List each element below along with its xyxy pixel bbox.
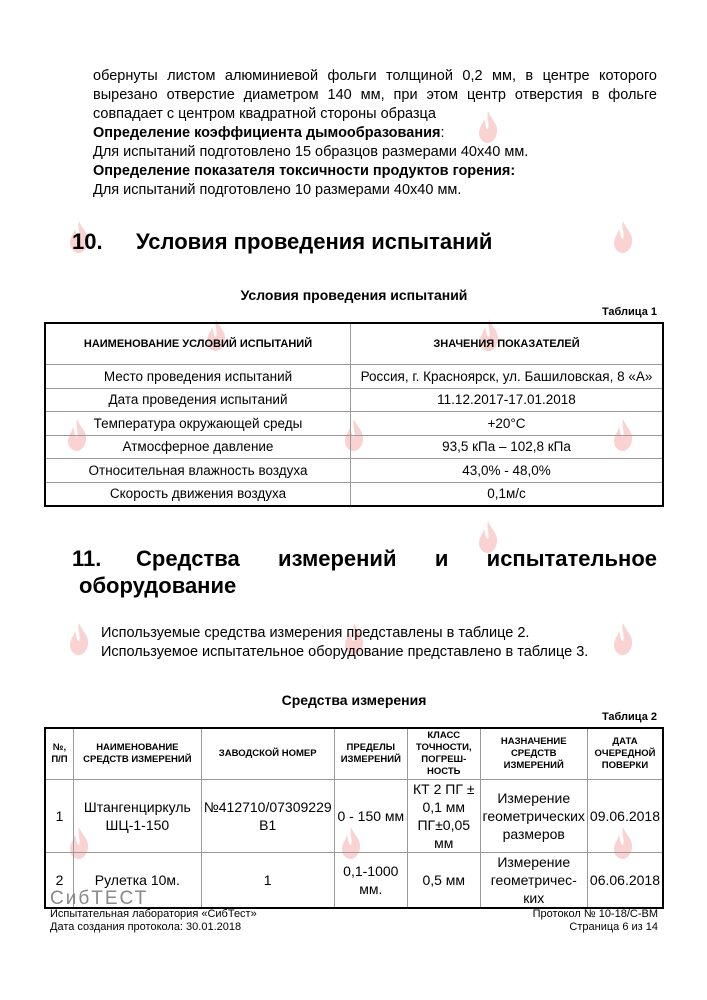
condition-value: +20°С bbox=[351, 412, 664, 436]
condition-name: Атмосферное давление bbox=[45, 435, 351, 459]
table-2-caption: Средства измерения bbox=[281, 692, 427, 708]
section-11-number: 11. bbox=[72, 546, 102, 571]
column-header: ЗАВОДСКОЙ НОМЕР bbox=[201, 728, 334, 780]
cell-name: Рулетка 10м. bbox=[73, 853, 201, 909]
protocol-number: Протокол № 10-18/С-ВМ bbox=[532, 908, 658, 920]
cell-number: 2 bbox=[45, 853, 73, 909]
cell-purpose: Измерение геометричес-ких bbox=[480, 853, 587, 909]
table-row bbox=[45, 412, 663, 436]
table-row bbox=[45, 780, 663, 853]
cell-date: 06.06.2018 bbox=[587, 853, 663, 909]
lab-name: Испытательная лаборатория «СибТест» bbox=[50, 908, 257, 920]
cell-accuracy: 0,5 мм bbox=[407, 853, 480, 909]
title-word: испытательное bbox=[486, 546, 657, 571]
condition-name: Скорость движения воздуха bbox=[45, 482, 351, 506]
column-header: НАИМЕНОВАНИЕ СРЕДСТВ ИЗМЕРЕНИЙ bbox=[73, 728, 201, 780]
column-header: №, П/П bbox=[45, 728, 73, 780]
table-row bbox=[45, 435, 663, 459]
cell-range: 0 - 150 мм bbox=[334, 780, 407, 853]
conditions-table bbox=[44, 322, 664, 507]
condition-value: 93,5 кПа – 102,8 кПа bbox=[351, 435, 664, 459]
column-header: НАИМЕНОВАНИЕ УСЛОВИЙ ИСПЫТАНИЙ bbox=[45, 323, 351, 365]
sibtest-logo: СибТЕСТ bbox=[50, 888, 149, 909]
smoke-heading: Определение коэффициента дымообразования bbox=[93, 125, 441, 141]
table-row bbox=[45, 388, 663, 412]
intro-section bbox=[93, 67, 657, 200]
column-header: НАЗНАЧЕНИЕ СРЕДСТВ ИЗМЕРЕНИЙ bbox=[480, 728, 587, 780]
toxicity-text: Для испытаний подготовлено 10 размерами 40х40 мм. bbox=[93, 182, 462, 198]
colon: : bbox=[440, 125, 445, 141]
table-row bbox=[45, 459, 663, 483]
cell-serial: 1 bbox=[201, 853, 334, 909]
section-10-number: 10. bbox=[72, 229, 103, 254]
condition-value: 0,1м/с bbox=[351, 482, 664, 506]
section-11-text bbox=[101, 624, 588, 662]
flame-watermark-icon bbox=[612, 622, 634, 656]
paragraph-line: Используемые средства измерения представлены в таблице 2. bbox=[101, 625, 530, 641]
protocol-date: Дата создания протокола: 30.01.2018 bbox=[50, 921, 242, 933]
paragraph-line: обернуты листом алюминиевой фольги толщиной 0,2 мм, в центре которого bbox=[93, 68, 657, 84]
cell-date: 09.06.2018 bbox=[587, 780, 663, 853]
title-word: измерений bbox=[278, 546, 397, 571]
footer-left bbox=[50, 908, 257, 934]
condition-name: Место проведения испытаний bbox=[45, 365, 351, 389]
column-header: ПРЕДЕЛЫ ИЗМЕРЕНИЙ bbox=[334, 728, 407, 780]
title-word: Средства bbox=[136, 546, 240, 571]
condition-name: Температура окружающей среды bbox=[45, 412, 351, 436]
smoke-text: Для испытаний подготовлено 15 образцов размерами 40х40 мм. bbox=[93, 144, 529, 160]
table-header-row bbox=[45, 323, 663, 365]
table-2-label: Таблица 2 bbox=[601, 711, 657, 723]
cell-purpose: Измерение геометрических размеров bbox=[480, 780, 587, 853]
toxicity-heading: Определение показателя токсичности продуктов горения: bbox=[93, 163, 516, 179]
condition-value: Россия, г. Красноярск, ул. Башиловская, 8 «А» bbox=[351, 365, 664, 389]
flame-watermark-icon bbox=[68, 622, 90, 656]
paragraph-line: Используемое испытательное оборудование представлено в таблице 3. bbox=[101, 644, 589, 660]
condition-value: 43,0% - 48,0% bbox=[351, 459, 664, 483]
cell-serial: №412710/07309229 В1 bbox=[201, 780, 334, 853]
condition-name: Дата проведения испытаний bbox=[45, 388, 351, 412]
cell-range: 0,1-1000 мм. bbox=[334, 853, 407, 909]
cell-accuracy: КТ 2 ПГ ± 0,1 мм ПГ±0,05 мм bbox=[407, 780, 480, 853]
table-1-label: Таблица 1 bbox=[601, 306, 657, 318]
title-word: и bbox=[434, 546, 449, 571]
condition-name: Относительная влажность воздуха bbox=[45, 459, 351, 483]
cell-name: Штангенциркуль ШЦ-1-150 bbox=[73, 780, 201, 853]
section-11-title bbox=[136, 546, 657, 572]
instruments-table bbox=[44, 727, 664, 909]
column-header: ДАТА ОЧЕРЕДНОЙ ПОВЕРКИ bbox=[587, 728, 663, 780]
condition-value: 11.12.2017-17.01.2018 bbox=[351, 388, 664, 412]
column-header: ЗНАЧЕНИЯ ПОКАЗАТЕЛЕЙ bbox=[351, 323, 664, 365]
section-10-title: Условия проведения испытаний bbox=[136, 229, 493, 254]
column-header: КЛАСС ТОЧНОСТИ, ПОГРЕШ-НОСТЬ bbox=[407, 728, 480, 780]
table-row bbox=[45, 365, 663, 389]
footer-right bbox=[533, 908, 658, 934]
table-row bbox=[45, 482, 663, 506]
cell-number: 1 bbox=[45, 780, 73, 853]
paragraph-line: вырезано отверстие диаметром 140 мм, при этом центр отверстия в фольге bbox=[93, 87, 657, 103]
table-header-row bbox=[45, 728, 663, 780]
table-1-caption: Условия проведения испытаний bbox=[240, 287, 468, 303]
section-11-title-line2: оборудование bbox=[79, 573, 237, 598]
page-number: Страница 6 из 14 bbox=[569, 921, 658, 933]
flame-watermark-icon bbox=[612, 220, 634, 254]
paragraph-line: совпадает с центром квадратной стороны образца bbox=[93, 106, 436, 122]
